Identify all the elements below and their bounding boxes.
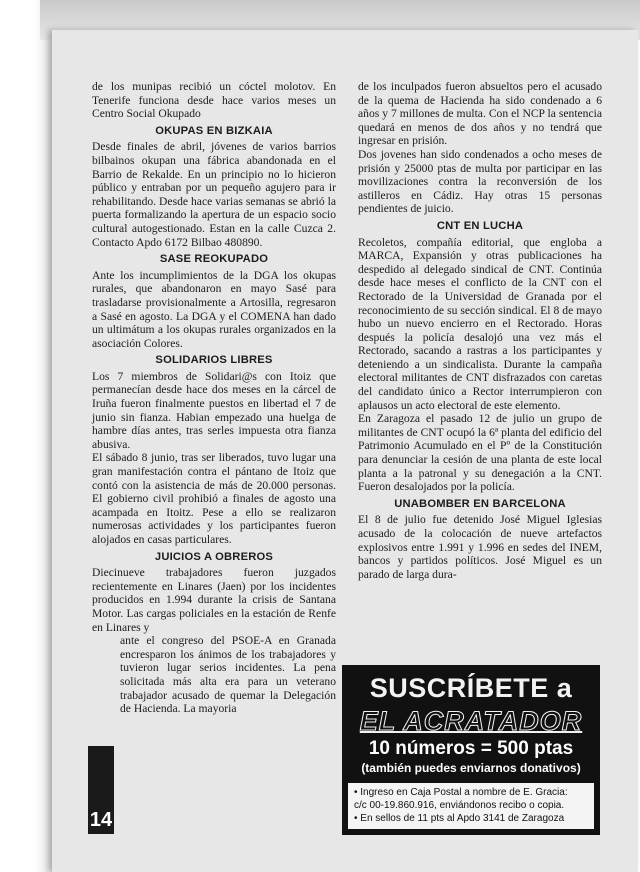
ad-line: c/c 00-19.860.916, enviándonos recibo o copia. [354,800,565,811]
paragraph: Diecinueve trabajadores fueron juzgados recientemente en Linares (Jaen) por los incidentes producidos en 1.994 durante la crisis de Santana Motor. Las cargas policiales en la estación de Renfe en Linares y [92,566,336,634]
heading-juicios-obreros: JUICIOS A OBREROS [154,550,274,563]
paragraph: El 8 de julio fue detenido José Miguel Iglesias acusado de la colocación de nueve artefactos explosivos entre 1.991 y 1.996 en sedes del INEM, bancos y partidos políticos. José Miguel es un parado de larga dura- [358,513,602,581]
ad-subtitle: (también puedes enviarnos donativos) [361,761,581,775]
page-number: 14 [88,746,114,834]
right-intro: de los inculpados fueron absueltos pero el acusado de la quema de Hacienda ha sido condenado a 6 años y 7 millones de multa. Con el NCP la sentencia quedará en menos de dos años y no tendrá que ingresar en prisión. [358,80,602,148]
subscription-ad [342,665,600,835]
ad-details-box [348,783,594,829]
paragraph: Desde finales de abril, jóvenes de varios barrios bilbainos okupan una fábrica abandonada en el Barrio de Rekalde. En un principio no lo hicieron público y entraban por un pequeño agujero para ir rehabilitando. Desde hace varias semanas se abrió la puerta formalizando la apertura de un espacio socio cultural autogestionado. Estan en la calle Cuzca 2. Contacto Apdo 6172 Bilbao 480890. [92,140,336,249]
ad-line: • En sellos de 11 pts al Apdo 3141 de Zaragoza [354,813,565,824]
paragraph: En Zaragoza el pasado 12 de julio un grupo de militantes de CNT ocupó la 6ª planta del edificio del Patrimonio Acumulado en el Pº de la Constitución para denunciar la cesión de una planta de este local planta a la patronal y su denegación a la CNT. Fueron desalojados por la policía. [358,412,602,494]
right-column [358,80,602,581]
left-intro: de los munipas recibió un cóctel molotov. En Tenerife funciona desde hace varios meses un Centro Social Okupado [92,80,336,121]
paragraph: Los 7 miembros de Solidari@s con Itoiz que permanecían desde hace dos meses en la cárcel de Iruña fueron finalmente puestos en libertad el 7 de junio sin fianza. Habian empezado una huelga de hambre días antes, tras serles impuesta otra fianza abusiva. [92,369,336,451]
left-column [92,80,336,716]
paragraph: El sábado 8 junio, tras ser liberados, tuvo lugar una gran manifestación contra el pántano de Itoiz que contó con la asistencia de más de 20.000 personas. El gobierno civil prohibió a finales de agosto una acampada en Itoitz. Pese a ello se realizaron numerosas actividades y los participantes fueron alojados en casas particulares. [92,451,336,546]
paragraph: ante el congreso del PSOE-A en Granada encresparon los ánimos de los trabajadores y tuvieron lugar serios incidentes. La pena solicitada más alta era para un veterano trabajador acusado de quemar la Delegación de Hacienda. La mayoria [120,634,336,716]
heading-cnt-en-lucha: CNT EN LUCHA [436,219,524,232]
ad-title: SUSCRÍBETE a [369,673,573,703]
indented-block [92,634,336,716]
paragraph: Ante los incumplimientos de la DGA los okupas rurales, que abandonaron en mayo Sasé para trasladarse provisionalmente a Artosilla, regresaron a Sasé en agosto. La DGA y el COMENA han dado un ultimátum a los okupas rurales organizados en la asociación Colores. [92,268,336,350]
paragraph: Recoletos, compañía editorial, que engloba a MARCA, Expansión y otras publicaciones ha despedido al delegado sindical de CNT. Continúa desde hace meses el conflicto de la CNT con el Rectorado de la Universidad de Granada por el reconocimiento de su sección sindical. El 8 de mayo hubo un nuevo encierro en el Rectorado. Horas después la policía desalojó una vez más el Rectorado, sacando a rastras a los participantes y deteniendo a un sindicalista. Durante la campaña electoral militantes de CNT disfrazados con caretas del candidato único a Rector interrumpieron con aplausos un acto electoral de este elemento. [358,235,602,412]
heading-solidarios-libres: SOLIDARIOS LIBRES [155,354,273,367]
heading-unabomber: UNABOMBER EN BARCELONA [394,497,566,510]
ad-price: 10 números = 500 ptas [368,738,574,759]
heading-sase-reokupado: SASE REOKUPADO [159,253,269,266]
right-intro-2: Dos jovenes han sido condenados a ocho meses de prisión y 25000 ptas de multa por participar en las movilizaciones contra la reconversión de los astilleros en Cádiz. Hay otras 15 personas pendientes de juicio. [358,147,602,216]
heading-okupas-bizkaia: OKUPAS EN BIZKAIA [155,124,273,137]
ad-line: • Ingreso en Caja Postal a nombre de E. Gracia: [354,787,568,798]
ad-brand-logo: EL ACRATADOR [359,706,583,736]
